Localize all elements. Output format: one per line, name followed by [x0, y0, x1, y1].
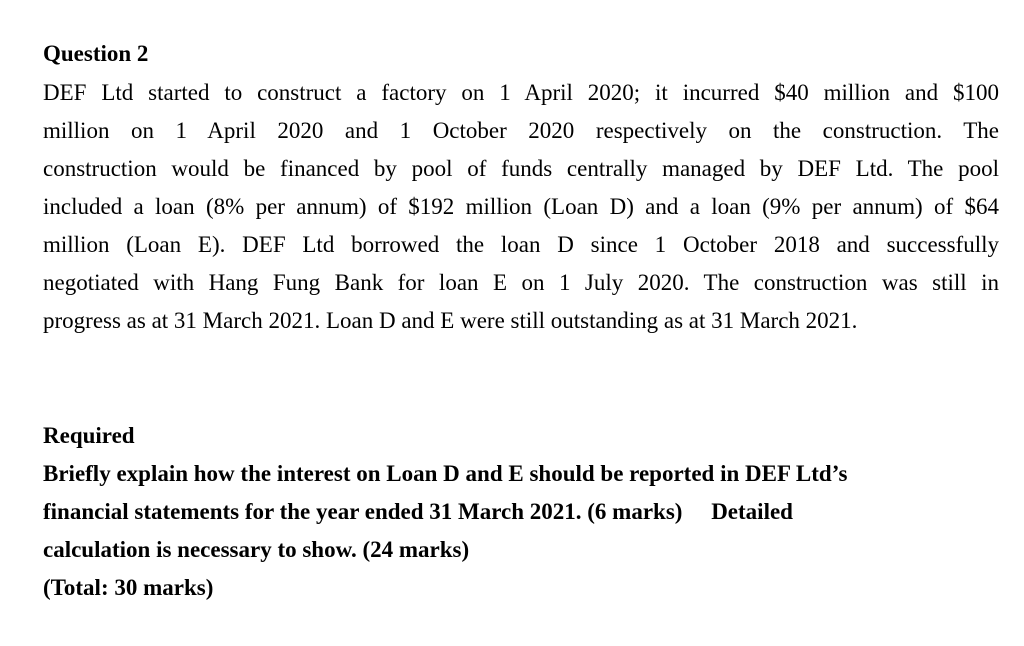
- question-line: negotiated with Hang Fung Bank for loan E on 1 July 2020. The construction was still in: [43, 270, 999, 295]
- required-body: [43, 455, 943, 607]
- total-marks: (Total: 30 marks): [43, 575, 214, 600]
- required-line: calculation is necessary to show. (24 marks): [43, 537, 470, 562]
- question-line: included a loan (8% per annum) of $192 million (Loan D) and a loan (9% per annum) of $64: [43, 194, 999, 219]
- question-line: construction would be financed by pool of funds centrally managed by DEF Ltd. The pool: [43, 156, 999, 181]
- question-line: progress as at 31 March 2021. Loan D and E were still outstanding as at 31 March 2021.: [43, 308, 858, 333]
- question-body: [43, 74, 999, 340]
- question-line: million on 1 April 2020 and 1 October 2020 respectively on the construction. The: [43, 118, 999, 143]
- required-title: Required: [43, 423, 135, 448]
- required-line: Briefly explain how the interest on Loan D and E should be reported in DEF Ltd’s: [43, 461, 848, 486]
- required-line: financial statements for the year ended 31 March 2021. (6 marks) Detailed: [43, 499, 793, 524]
- question-line: million (Loan E). DEF Ltd borrowed the loan D since 1 October 2018 and successfully: [43, 232, 999, 257]
- question-line: DEF Ltd started to construct a factory on 1 April 2020; it incurred $40 million and $100: [43, 80, 999, 105]
- question-title: Question 2: [43, 41, 149, 66]
